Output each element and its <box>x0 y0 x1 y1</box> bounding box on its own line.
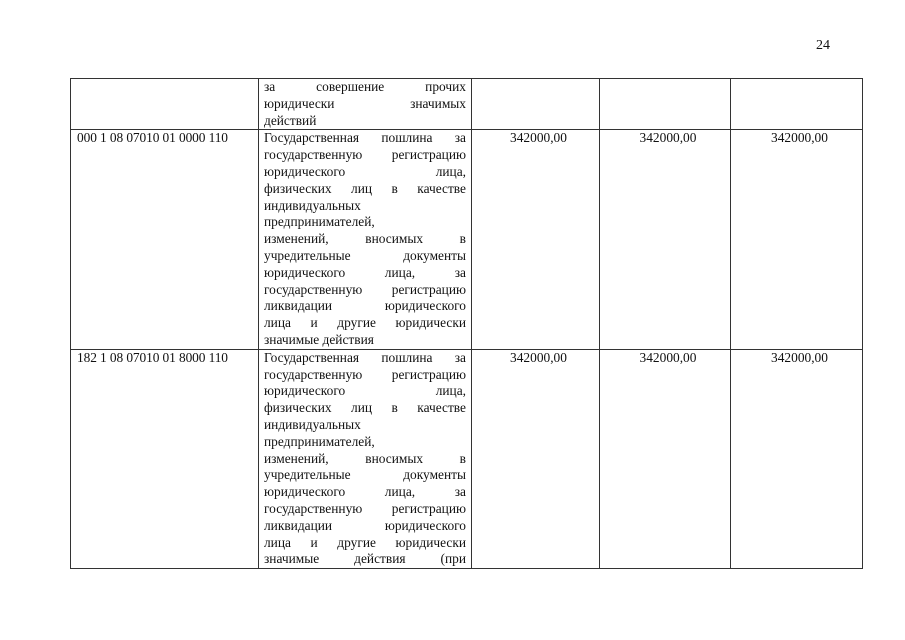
amount-value: 342000,00 <box>510 349 567 365</box>
description-line: значимые действия (при <box>264 551 466 567</box>
table-row <box>71 130 863 349</box>
description-line: юридического лица, <box>264 383 466 399</box>
amount-value: 342000,00 <box>771 130 828 146</box>
description-line: государственную регистрацию <box>264 500 466 516</box>
budget-code-cell: 000 1 08 07010 01 0000 110 <box>71 130 259 349</box>
budget-table <box>70 78 863 569</box>
amount-cell-2 <box>600 79 731 130</box>
budget-code-cell: 182 1 08 07010 01 8000 110 <box>71 349 259 568</box>
description-line: юридически значимых <box>264 95 466 111</box>
amount-cell-3 <box>731 349 863 568</box>
description-line: изменений, вносимых в <box>264 231 466 247</box>
amount-cell-2 <box>600 130 731 349</box>
description-line: действий <box>264 112 317 128</box>
description-line: физических лиц в качестве <box>264 400 466 416</box>
description-line: лица и другие юридически <box>264 534 466 550</box>
amount-cell-3 <box>731 130 863 349</box>
amount-cell-1 <box>472 130 600 349</box>
amount-cell-3 <box>731 79 863 130</box>
description-line: изменений, вносимых в <box>264 450 466 466</box>
description-line: предпринимателей, <box>264 433 375 449</box>
description-line: индивидуальных <box>264 197 361 213</box>
amount-cell-1 <box>472 79 600 130</box>
amount-value: 342000,00 <box>639 130 697 146</box>
amount-value: 342000,00 <box>771 349 828 365</box>
table-row <box>71 79 863 130</box>
description-line: юридического лица, за <box>264 484 466 500</box>
description-line: ликвидации юридического <box>264 517 466 533</box>
description-line: учредительные документы <box>264 467 466 483</box>
table-body <box>71 79 863 569</box>
description-line: ликвидации юридического <box>264 298 466 314</box>
table-row <box>71 349 863 568</box>
budget-code-cell <box>71 79 259 130</box>
description-line: индивидуальных <box>264 416 361 432</box>
description-line: государственную регистрацию <box>264 281 466 297</box>
page-number: 24 <box>816 38 830 53</box>
description-line: государственную регистрацию <box>264 366 466 382</box>
description-cell <box>259 130 472 349</box>
amount-value: 342000,00 <box>639 349 697 365</box>
description-line: юридического лица, за <box>264 264 466 280</box>
description-line: Государственная пошлина за <box>264 349 466 365</box>
description-line: лица и другие юридически <box>264 315 466 331</box>
description-line: предпринимателей, <box>264 214 375 230</box>
amount-cell-1 <box>472 349 600 568</box>
description-cell <box>259 349 472 568</box>
description-cell <box>259 79 472 130</box>
description-line: Государственная пошлина за <box>264 130 466 146</box>
amount-cell-2 <box>600 349 731 568</box>
description-line: за совершение прочих <box>264 79 466 94</box>
amount-value: 342000,00 <box>510 130 567 146</box>
description-line: государственную регистрацию <box>264 147 466 163</box>
description-line: значимые действия <box>264 331 374 347</box>
description-line: физических лиц в качестве <box>264 180 466 196</box>
description-line: юридического лица, <box>264 163 466 179</box>
description-line: учредительные документы <box>264 247 466 263</box>
